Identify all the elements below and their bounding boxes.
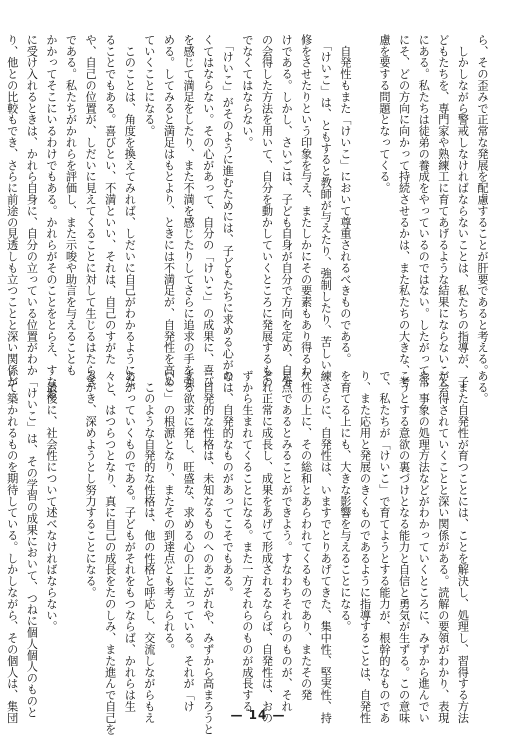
page-number: — 14 — — [230, 708, 286, 722]
text-block-top: ら、その歪みで正常な発展を配慮することが肝要であると考える。 しかしながら警戒しなければならないことは、私たちの指導が、子 どもたちを、専門家や熟練工に育てあげるような結果にならないこと にある。私たちは徒弟の養成をやっているのではない。したがって常 にそ、どの方向に向かって持続させるかは、また私たちの大きな、考 慮を要する問題となってくる。 自発性もまた「けいこ」において尊重されるべきものである。 「けいこ」は、ともすると教師が与えたり、強制したり、苦しい練 修をさせたりという印象を与え、またしかにその要素もあり得るわ けである。しかし、さいごは、子ども自身が自分で方向を定め、自分 の会得した方法を用いて、自分を動かしていくところに発展するもの でなくてはならない。 「けいこ」がそのように進むためには、子どもたちに求める心がな くてはならない。その心があって、自分の「けいこ」の成果に、喜び を感じて満足をしたり、また不満を感じたりしてさらに追求の手を強 める。してみると満足はもとより、ときには不満足が、自発性を高め ていくことになる。 このことは、角度を換えてみれば、しだいに自己がわかるようにな ることでもある。喜びとい、不満といい、それは、自己のすがた や、自己の位置が、しだいに見えてくることに対して生じるはたらき である。私たちがかれらを評価し、また示唆や助言を与えることも かかってそこにいるわけでもある。かれらがそのことをとらえ、すなお に受け入れるときは、かれら自身に、自分の立っている位置がわか り、他との比較もでき、さらに前途の見透しも立つことと深い関係が — [5, 34, 489, 399]
text-block-bottom: ある。 また自発性が育つことには、ことを解決し、処理し、習得する方法 が会得されていくことと深い関係がある。読解の要領がわかり、表現 や、事象の処理方法などがわかっていくところに、みずから進んでい こうとする意欲の裏づけとなる能力と自信と勇気が生ずる。この意味 で、私たちが「けいこ」で育てようとする能力が、根幹的なものであ り、また応用と発展のきくものであるように指導することは、自発性 を育てる上にも、大きな影響を与えることになる。 さらに、自発性は、いますでとりあげてきた、集中性、堅実性、持 久性の上に、その総和とあらわれてくるものであり、またその発 足点であるとみることができよう。すなわちそれらのものが、それ ぞれ正常に成長し、成果をあげて形成されるならば、自発性は、おの ずから生まれてくることになる。また一方それらのものが成長する のは、自発的なものがあってこそでもある。 自発的な性格は、未知なるものへのあこがれや、みずから高まろうと する欲求に発し、旺盛な、求める心の上に立っている。それが「け いこ」の根源となり、またその到達点とも考えられる。 このような自発的な性格は、他の性格と呼応し、交流しながらもえ あがっていくものである。子どもがそれをもつならば、かれらは生 々と、はつらつとなり、真に自己の成長をたのしみ、また進んで自己を みがき、深めようとし努力することになる。 最後に、社会性について述べなければならない。 「けいこ」は、その学習の成果において、つねに個人個人のものと して築かれるものを期待している。しかしながら、その個人は、集団 — [5, 370, 489, 735]
